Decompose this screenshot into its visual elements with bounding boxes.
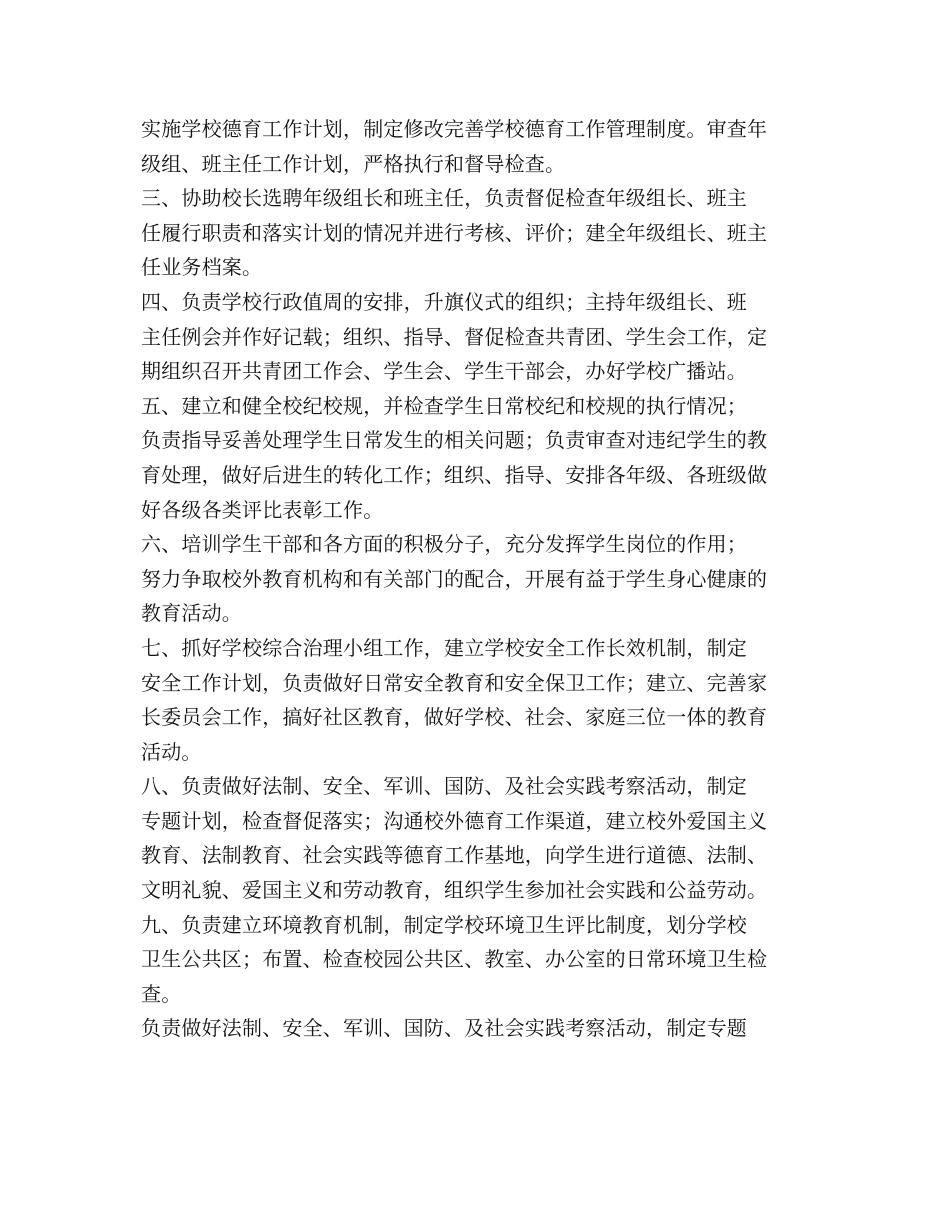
text-line: 负责做好法制、安全、军训、国防、及社会实践考察活动，制定专题	[141, 1016, 747, 1041]
text-line: 三、协助校长选聘年级组长和班主任，负责督促检查年级组长、班主	[141, 186, 747, 211]
text-line: 级组、班主任工作计划，严格执行和督导检查。	[141, 151, 566, 176]
text-line: 七、抓好学校综合治理小组工作，建立学校安全工作长效机制，制定	[141, 635, 747, 660]
text-line: 九、负责建立环境教育机制，制定学校环境卫生评比制度，划分学校	[141, 912, 747, 937]
document-body	[141, 112, 821, 1046]
text-line: 八、负责做好法制、安全、军训、国防、及社会实践考察活动，制定	[141, 774, 747, 799]
text-line: 查。	[141, 981, 182, 1006]
text-line: 文明礼貌、爱国主义和劳动教育，组织学生参加社会实践和公益劳动。	[141, 878, 768, 903]
text-line: 期组织召开共青团工作会、学生会、学生干部会，办好学校广播站。	[141, 359, 747, 384]
text-line: 负责指导妥善处理学生日常发生的相关问题；负责审查对违纪学生的教	[141, 428, 768, 453]
text-line: 四、负责学校行政值周的安排，升旗仪式的组织；主持年级组长、班	[141, 289, 747, 314]
text-line: 教育活动。	[141, 601, 242, 626]
text-line: 任履行职责和落实计划的情况并进行考核、评价；建全年级组长、班主	[141, 220, 768, 245]
text-line: 五、建立和健全校纪校规，并检查学生日常校纪和校规的执行情况；	[141, 393, 747, 418]
text-line: 教育、法制教育、社会实践等德育工作基地，向学生进行道德、法制、	[141, 843, 768, 868]
text-line: 主任例会并作好记载；组织、指导、督促检查共青团、学生会工作，定	[141, 324, 768, 349]
text-line: 长委员会工作，搞好社区教育，做好学校、社会、家庭三位一体的教育	[141, 705, 768, 730]
text-line: 活动。	[141, 739, 202, 764]
text-line: 任业务档案。	[141, 255, 263, 280]
text-line: 好各级各类评比表彰工作。	[141, 497, 384, 522]
text-line: 育处理，做好后进生的转化工作；组织、指导、安排各年级、各班级做	[141, 462, 768, 487]
text-line: 六、培训学生干部和各方面的积极分子，充分发挥学生岗位的作用；	[141, 532, 747, 557]
text-line: 安全工作计划，负责做好日常安全教育和安全保卫工作；建立、完善家	[141, 670, 768, 695]
text-line: 卫生公共区；布置、检查校园公共区、教室、办公室的日常环境卫生检	[141, 947, 768, 972]
text-line: 努力争取校外教育机构和有关部门的配合，开展有益于学生身心健康的	[141, 566, 768, 591]
text-line: 专题计划，检查督促落实；沟通校外德育工作渠道，建立校外爱国主义	[141, 808, 768, 833]
text-line: 实施学校德育工作计划，制定修改完善学校德育工作管理制度。审查年	[141, 117, 768, 141]
